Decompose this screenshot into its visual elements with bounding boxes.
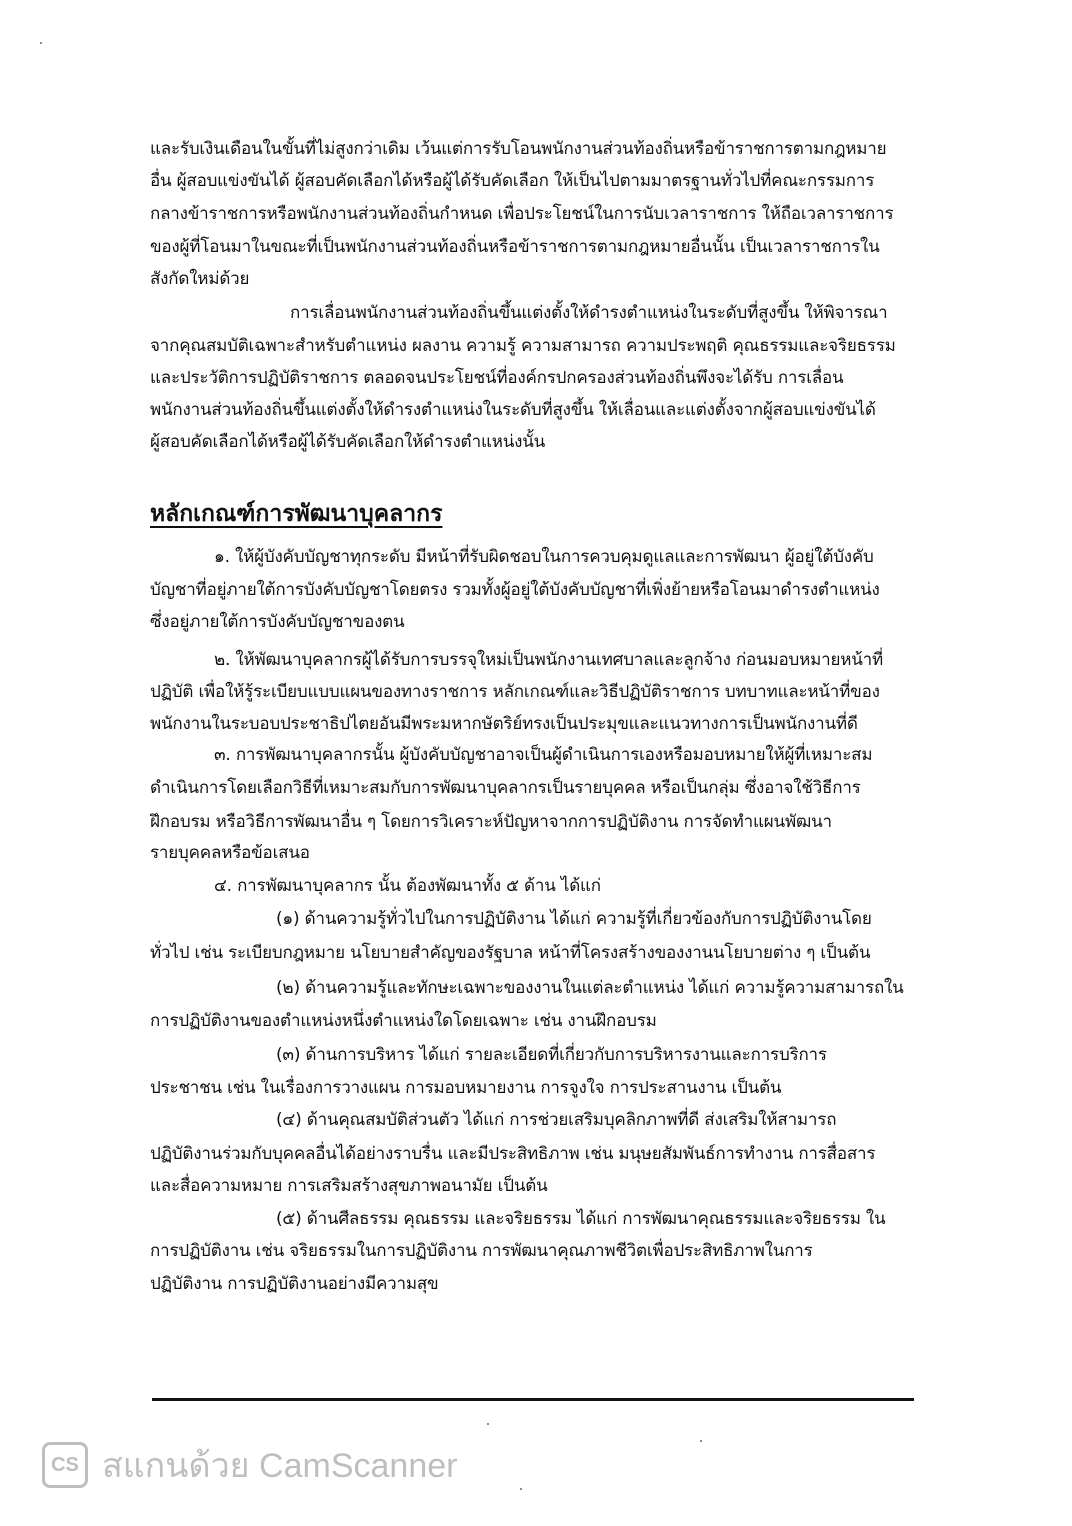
scan-speck <box>40 42 42 44</box>
paragraph-line: สังกัดใหม่ด้วย <box>150 269 250 289</box>
camscanner-logo-icon: CS <box>42 1442 88 1488</box>
list-item-line: ๓. การพัฒนาบุคลากรนั้น ผู้บังคับบัญชาอาจเป็นผู้ดำเนินการเองหรือมอบหมายให้ผู้ที่เหมาะสม <box>214 745 873 765</box>
sub-item-line: (๓) ด้านการบริหาร ได้แก่ รายละเอียดที่เกี่ยวกับการบริหารงานและการบริการ <box>276 1045 827 1065</box>
paragraph-line: อื่น ผู้สอบแข่งขันได้ ผู้สอบคัดเลือกได้หรือผู้ได้รับคัดเลือก ให้เป็นไปตามมาตรฐานทั่วไปที่คณะกรรมการ <box>150 171 875 191</box>
paragraph-line: การเลื่อนพนักงานส่วนท้องถิ่นขึ้นแต่งตั้งให้ดำรงตำแหน่งในระดับที่สูงขึ้น ให้พิจารณา <box>290 303 888 323</box>
list-item-line: ๔. การพัฒนาบุคลากร นั้น ต้องพัฒนาทั้ง ๕ ด้าน ได้แก่ <box>214 876 601 896</box>
sub-item-line: (๕) ด้านศีลธรรม คุณธรรม และจริยธรรม ได้แก่ การพัฒนาคุณธรรมและจริยธรรม ใน <box>276 1209 886 1229</box>
list-item-line: ๑. ให้ผู้บังคับบัญชาทุกระดับ มีหน้าที่รับผิดชอบในการควบคุมดูแลและการพัฒนา ผู้อยู่ใต้บังคับ <box>214 547 874 567</box>
list-item-line: ฝึกอบรม หรือวิธีการพัฒนาอื่น ๆ โดยการวิเคราะห์ปัญหาจากการปฏิบัติงาน การจัดทำแผนพัฒนา <box>150 812 832 832</box>
sub-item-line: (๒) ด้านความรู้และทักษะเฉพาะของงานในแต่ละตำแหน่ง ได้แก่ ความรู้ความสามารถใน <box>276 978 904 998</box>
camscanner-watermark <box>42 1442 457 1488</box>
scan-speck <box>700 1440 702 1442</box>
list-item-line: ปฏิบัติ เพื่อให้รู้ระเบียบแบบแผนของทางราชการ หลักเกณฑ์และวิธีปฏิบัติราชการ บทบาทและหน้าที่ของ <box>150 682 880 702</box>
footer-rule <box>152 1398 914 1401</box>
paragraph-line: จากคุณสมบัติเฉพาะสำหรับตำแหน่ง ผลงาน ความรู้ ความสามารถ ความประพฤติ คุณธรรมและจริยธรรม <box>150 336 896 356</box>
sub-item-line: (๔) ด้านคุณสมบัติส่วนตัว ได้แก่ การช่วยเสริมบุคลิกภาพที่ดี ส่งเสริมให้สามารถ <box>276 1110 837 1130</box>
paragraph-line: กลางข้าราชการหรือพนักงานส่วนท้องถิ่นกำหนด เพื่อประโยชน์ในการนับเวลาราชการ ให้ถือเวลาราชการ <box>150 204 894 224</box>
list-item-line: พนักงานในระบอบประชาธิปไตยอันมีพระมหากษัตริย์ทรงเป็นประมุขและแนวทางการเป็นพนักงานที่ดี <box>150 714 858 734</box>
sub-item-line: และสื่อความหมาย การเสริมสร้างสุขภาพอนามัย เป็นต้น <box>150 1176 548 1196</box>
list-item-line: บัญชาที่อยู่ภายใต้การบังคับบัญชาโดยตรง รวมทั้งผู้อยู่ใต้บังคับบัญชาที่เพิ่งย้ายหรือโอนมาดำรงตำแหน่ง <box>150 580 880 600</box>
paragraph-line: และประวัติการปฏิบัติราชการ ตลอดจนประโยชน์ที่องค์กรปกครองส่วนท้องถิ่นพึงจะได้รับ การเลื่อน <box>150 368 844 388</box>
list-item-line: ๒. ให้พัฒนาบุคลากรผู้ได้รับการบรรจุใหม่เป็นพนักงานเทศบาลและลูกจ้าง ก่อนมอบหมายหน้าที่ <box>214 650 883 670</box>
paragraph-line: ผู้สอบคัดเลือกได้หรือผู้ได้รับคัดเลือกให้ดำรงตำแหน่งนั้น <box>150 432 546 452</box>
scan-speck <box>487 1423 489 1425</box>
sub-item-line: ประชาชน เช่น ในเรื่องการวางแผน การมอบหมายงาน การจูงใจ การประสานงาน เป็นต้น <box>150 1078 782 1098</box>
list-item-line: ซึ่งอยู่ภายใต้การบังคับบัญชาของตน <box>150 612 405 632</box>
watermark-text: สแกนด้วย CamScanner <box>102 1447 458 1485</box>
sub-item-line: การปฏิบัติงาน เช่น จริยธรรมในการปฏิบัติงาน การพัฒนาคุณภาพชีวิตเพื่อประสิทธิภาพในการ <box>150 1241 813 1261</box>
paragraph-line: พนักงานส่วนท้องถิ่นขึ้นแต่งตั้งให้ดำรงตำแหน่งในระดับที่สูงขึ้น ให้เลื่อนและแต่งตั้งจากผู้สอบแข่งขันได้ <box>150 400 876 420</box>
list-item-line: รายบุคคลหรือข้อเสนอ <box>150 843 310 863</box>
section-heading: หลักเกณฑ์การพัฒนาบุคลากร <box>150 501 443 527</box>
sub-item-line: การปฏิบัติงานของตำแหน่งหนึ่งตำแหน่งใดโดยเฉพาะ เช่น งานฝึกอบรม <box>150 1011 657 1031</box>
paragraph-line: ของผู้ที่โอนมาในขณะที่เป็นพนักงานส่วนท้องถิ่นหรือข้าราชการตามกฎหมายอื่นนั้น เป็นเวลาราชการใน <box>150 237 880 257</box>
paragraph-line: และรับเงินเดือนในขั้นที่ไม่สูงกว่าเดิม เว้นแต่การรับโอนพนักงานส่วนท้องถิ่นหรือข้าราชการตามกฎหมาย <box>150 139 887 159</box>
scan-speck <box>520 1488 522 1490</box>
sub-item-line: ทั่วไป เช่น ระเบียบกฎหมาย นโยบายสำคัญของรัฐบาล หน้าที่โครงสร้างของงานนโยบายต่าง ๆ เป็นต้น <box>150 943 871 963</box>
list-item-line: ดำเนินการโดยเลือกวิธีที่เหมาะสมกับการพัฒนาบุคลากรเป็นรายบุคคล หรือเป็นกลุ่ม ซึ่งอาจใช้วิธีการ <box>150 778 861 798</box>
sub-item-line: ปฏิบัติงานร่วมกับบุคคลอื่นได้อย่างราบรื่น และมีประสิทธิภาพ เช่น มนุษยสัมพันธ์การทำงาน การสื่อสาร <box>150 1144 876 1164</box>
sub-item-line: ปฏิบัติงาน การปฏิบัติงานอย่างมีความสุข <box>150 1274 439 1294</box>
sub-item-line: (๑) ด้านความรู้ทั่วไปในการปฏิบัติงาน ได้แก่ ความรู้ที่เกี่ยวข้องกับการปฏิบัติงานโดย <box>276 909 872 929</box>
